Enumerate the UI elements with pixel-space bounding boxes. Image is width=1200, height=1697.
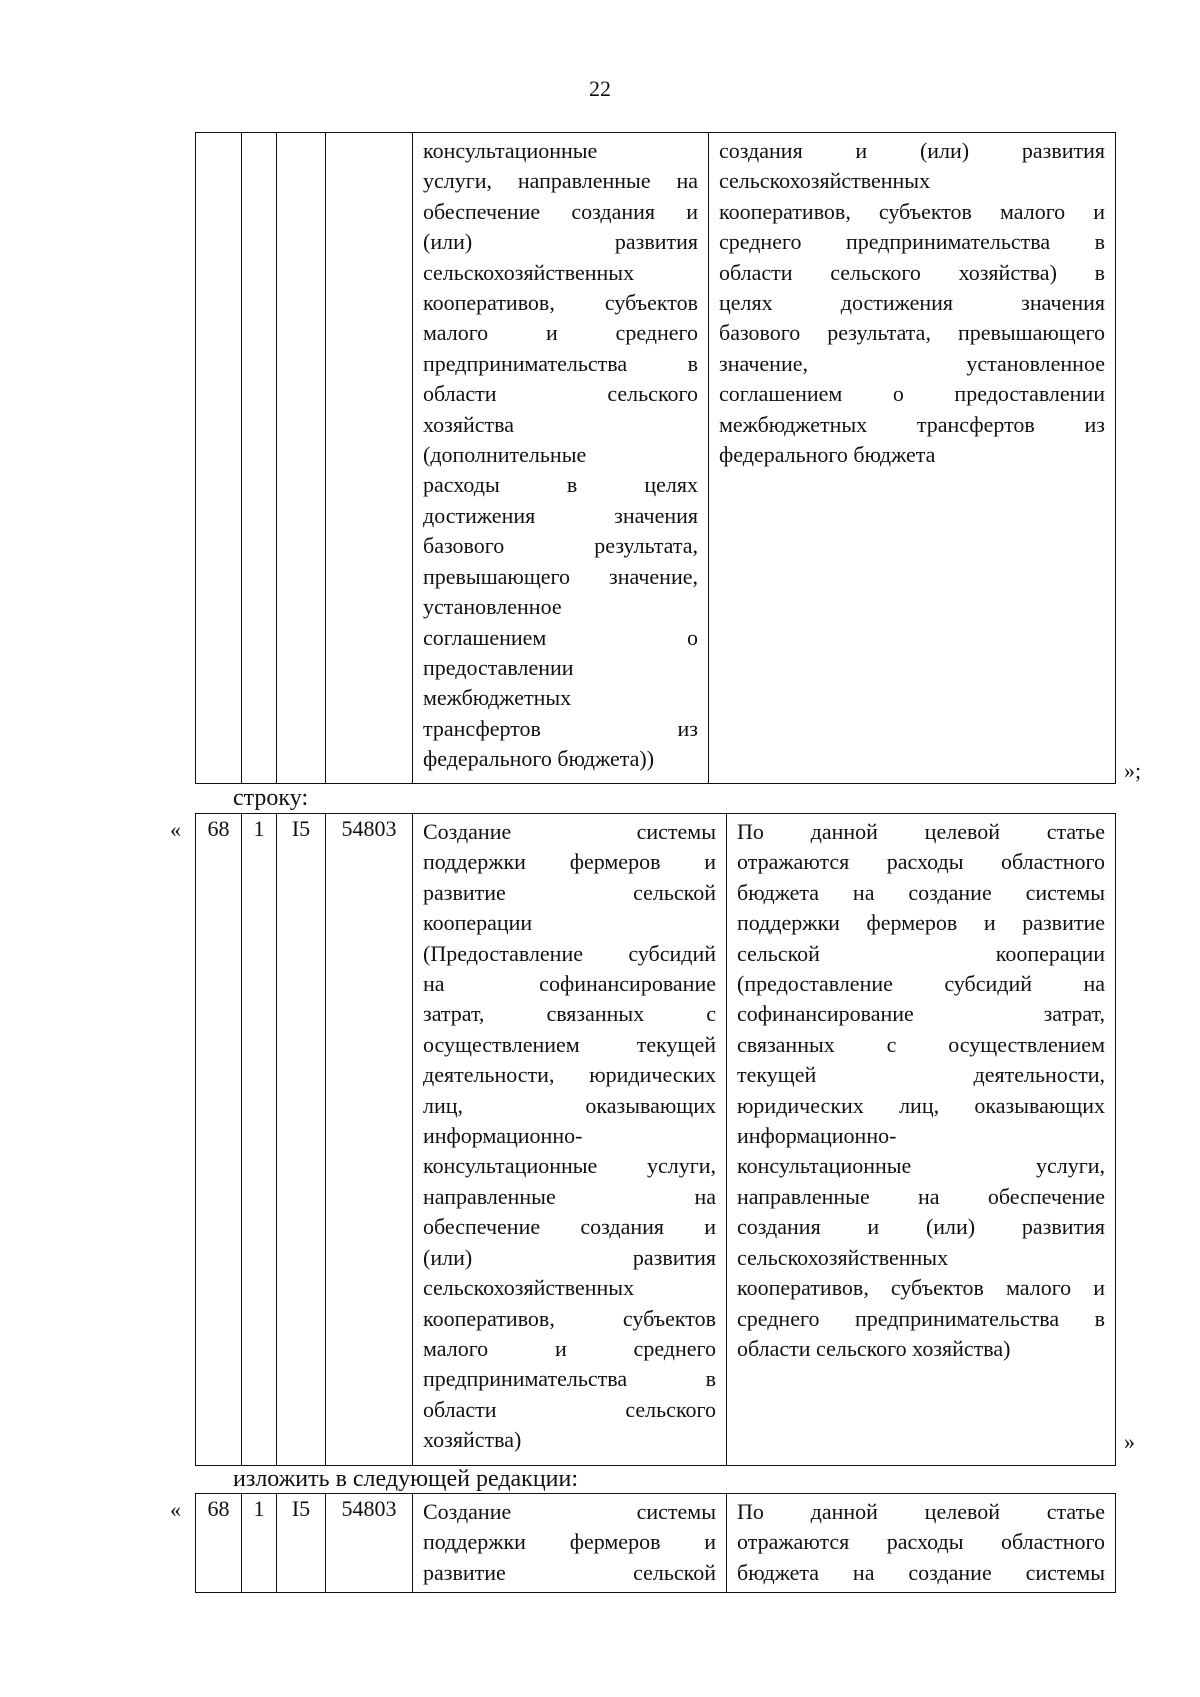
- text-line: хозяйства): [423, 1427, 522, 1453]
- text-line: бюджета на создание системы: [737, 1559, 1105, 1585]
- continuation-table: [195, 132, 1116, 784]
- text-line: достижения значения: [423, 502, 698, 528]
- code-cell-4: [326, 133, 413, 784]
- table-row: [196, 133, 1116, 784]
- text-line: целях достижения значения: [719, 290, 1105, 316]
- text-line: области сельского: [423, 1396, 716, 1422]
- text-line: (дополнительные: [423, 442, 587, 468]
- opening-quote: «: [170, 817, 181, 842]
- text-line: соглашением о: [423, 624, 698, 650]
- description-cell: [727, 814, 1116, 1466]
- text-line: превышающего значение,: [423, 563, 698, 589]
- text-line: предоставлении: [423, 654, 574, 680]
- text-line: связанных с осуществлением: [737, 1031, 1105, 1057]
- text-line: осуществлением текущей: [423, 1031, 716, 1057]
- text-line: установленное: [423, 594, 562, 620]
- text-line: федерального бюджета: [719, 442, 936, 468]
- text-line: области сельского хозяйства): [737, 1335, 1011, 1361]
- text-line: межбюджетных трансфертов из: [719, 411, 1105, 437]
- text-line: кооперативов, субъектов: [423, 1305, 716, 1331]
- code-cell-1: 68: [196, 1494, 242, 1593]
- text-line: услуги, направленные на: [423, 168, 698, 194]
- text-line: малого и среднего: [423, 1335, 716, 1361]
- text-line: значение, установленное: [719, 350, 1105, 376]
- text-line: Создание системы: [423, 819, 716, 844]
- text-line: базового результата, превышающего: [719, 320, 1105, 346]
- text-line: среднего предпринимательства в: [719, 229, 1105, 255]
- text-line: (или) развития: [423, 229, 698, 255]
- opening-quote: «: [170, 1497, 181, 1522]
- code-cell-2: 1: [242, 1494, 277, 1593]
- text-line: По данной целевой статье: [737, 819, 1105, 844]
- table-row: [196, 814, 1116, 1466]
- text-line: направленные на: [423, 1183, 716, 1209]
- text-line: направленные на обеспечение: [737, 1183, 1105, 1209]
- text-line: предпринимательства в: [423, 350, 698, 376]
- code-cell-3: I5: [277, 814, 326, 1466]
- text-line: сельской кооперации: [737, 940, 1105, 966]
- text-line: информационно-: [423, 1123, 583, 1149]
- text-line: области сельского: [423, 381, 698, 407]
- text-line: поддержки фермеров и: [423, 849, 716, 875]
- text-line: софинансирование затрат,: [737, 1001, 1105, 1027]
- name-cell: [413, 1494, 727, 1593]
- text-line: информационно-: [737, 1123, 897, 1149]
- code-cell-1: 68: [196, 814, 242, 1466]
- text-line: Создание системы: [423, 1499, 716, 1524]
- code-cell-2: 1: [242, 814, 277, 1466]
- code-cell-1: [196, 133, 242, 784]
- text-line: отражаются расходы областного: [737, 849, 1105, 875]
- text-line: сельскохозяйственных: [737, 1244, 949, 1270]
- caption-line: изложить в следующей редакции:: [233, 1466, 579, 1492]
- text-line: создания и (или) развития: [737, 1214, 1105, 1240]
- text-line: (Предоставление субсидий: [423, 940, 716, 966]
- text-line: поддержки фермеров и: [423, 1529, 716, 1555]
- text-line: межбюджетных: [423, 685, 572, 711]
- closing-quote: »: [1124, 1429, 1135, 1454]
- text-line: области сельского хозяйства) в: [719, 259, 1105, 285]
- table-row: [196, 1494, 1116, 1593]
- name-cell: [413, 133, 709, 784]
- text-line: консультационные услуги,: [737, 1153, 1105, 1179]
- code-cell-4: 54803: [326, 814, 413, 1466]
- text-line: обеспечение создания и: [423, 198, 698, 224]
- page-number: 22: [589, 76, 611, 101]
- text-line: По данной целевой статье: [737, 1499, 1105, 1524]
- text-line: соглашением о предоставлении: [719, 381, 1105, 407]
- text-line: предпринимательства в: [423, 1366, 716, 1392]
- text-line: кооперативов, субъектов малого и: [737, 1275, 1105, 1301]
- text-line: создания и (или) развития: [719, 138, 1105, 163]
- text-line: федерального бюджета)): [423, 746, 655, 772]
- text-line: трансфертов из: [423, 715, 698, 741]
- text-line: сельскохозяйственных: [423, 259, 635, 285]
- old-row-table: [195, 813, 1116, 1466]
- text-line: кооперации: [423, 910, 533, 936]
- text-line: базового результата,: [423, 533, 698, 559]
- text-line: поддержки фермеров и развитие: [737, 910, 1105, 936]
- text-line: бюджета на создание системы: [737, 879, 1105, 905]
- name-cell: [413, 814, 727, 1466]
- text-line: текущей деятельности,: [737, 1062, 1105, 1088]
- text-line: обеспечение создания и: [423, 1214, 716, 1240]
- text-line: хозяйства: [423, 411, 514, 437]
- text-line: (предоставление субсидий на: [737, 971, 1105, 997]
- text-line: малого и среднего: [423, 320, 698, 346]
- text-line: консультационные: [423, 138, 598, 163]
- text-line: развитие сельской: [423, 879, 716, 905]
- text-line: сельскохозяйственных: [423, 1275, 635, 1301]
- text-line: (или) развития: [423, 1244, 716, 1270]
- code-cell-3: [277, 133, 326, 784]
- closing-quote: »;: [1124, 758, 1142, 783]
- code-cell-4: 54803: [326, 1494, 413, 1593]
- description-cell: [709, 133, 1116, 784]
- text-line: лиц, оказывающих: [423, 1092, 716, 1118]
- new-row-table: [195, 1493, 1116, 1593]
- code-cell-3: I5: [277, 1494, 326, 1593]
- text-line: расходы в целях: [423, 472, 698, 498]
- text-line: среднего предпринимательства в: [737, 1305, 1105, 1331]
- text-line: сельскохозяйственных: [719, 168, 931, 194]
- text-line: кооперативов, субъектов: [423, 290, 698, 316]
- text-line: деятельности, юридических: [423, 1062, 716, 1088]
- text-line: затрат, связанных с: [423, 1001, 716, 1027]
- caption-line: строку:: [233, 785, 309, 811]
- code-cell-2: [242, 133, 277, 784]
- text-line: на софинансирование: [423, 971, 716, 997]
- text-line: юридических лиц, оказывающих: [737, 1092, 1105, 1118]
- text-line: отражаются расходы областного: [737, 1529, 1105, 1555]
- text-line: развитие сельской: [423, 1559, 716, 1585]
- text-line: кооперативов, субъектов малого и: [719, 198, 1105, 224]
- description-cell: [727, 1494, 1116, 1593]
- text-line: консультационные услуги,: [423, 1153, 716, 1179]
